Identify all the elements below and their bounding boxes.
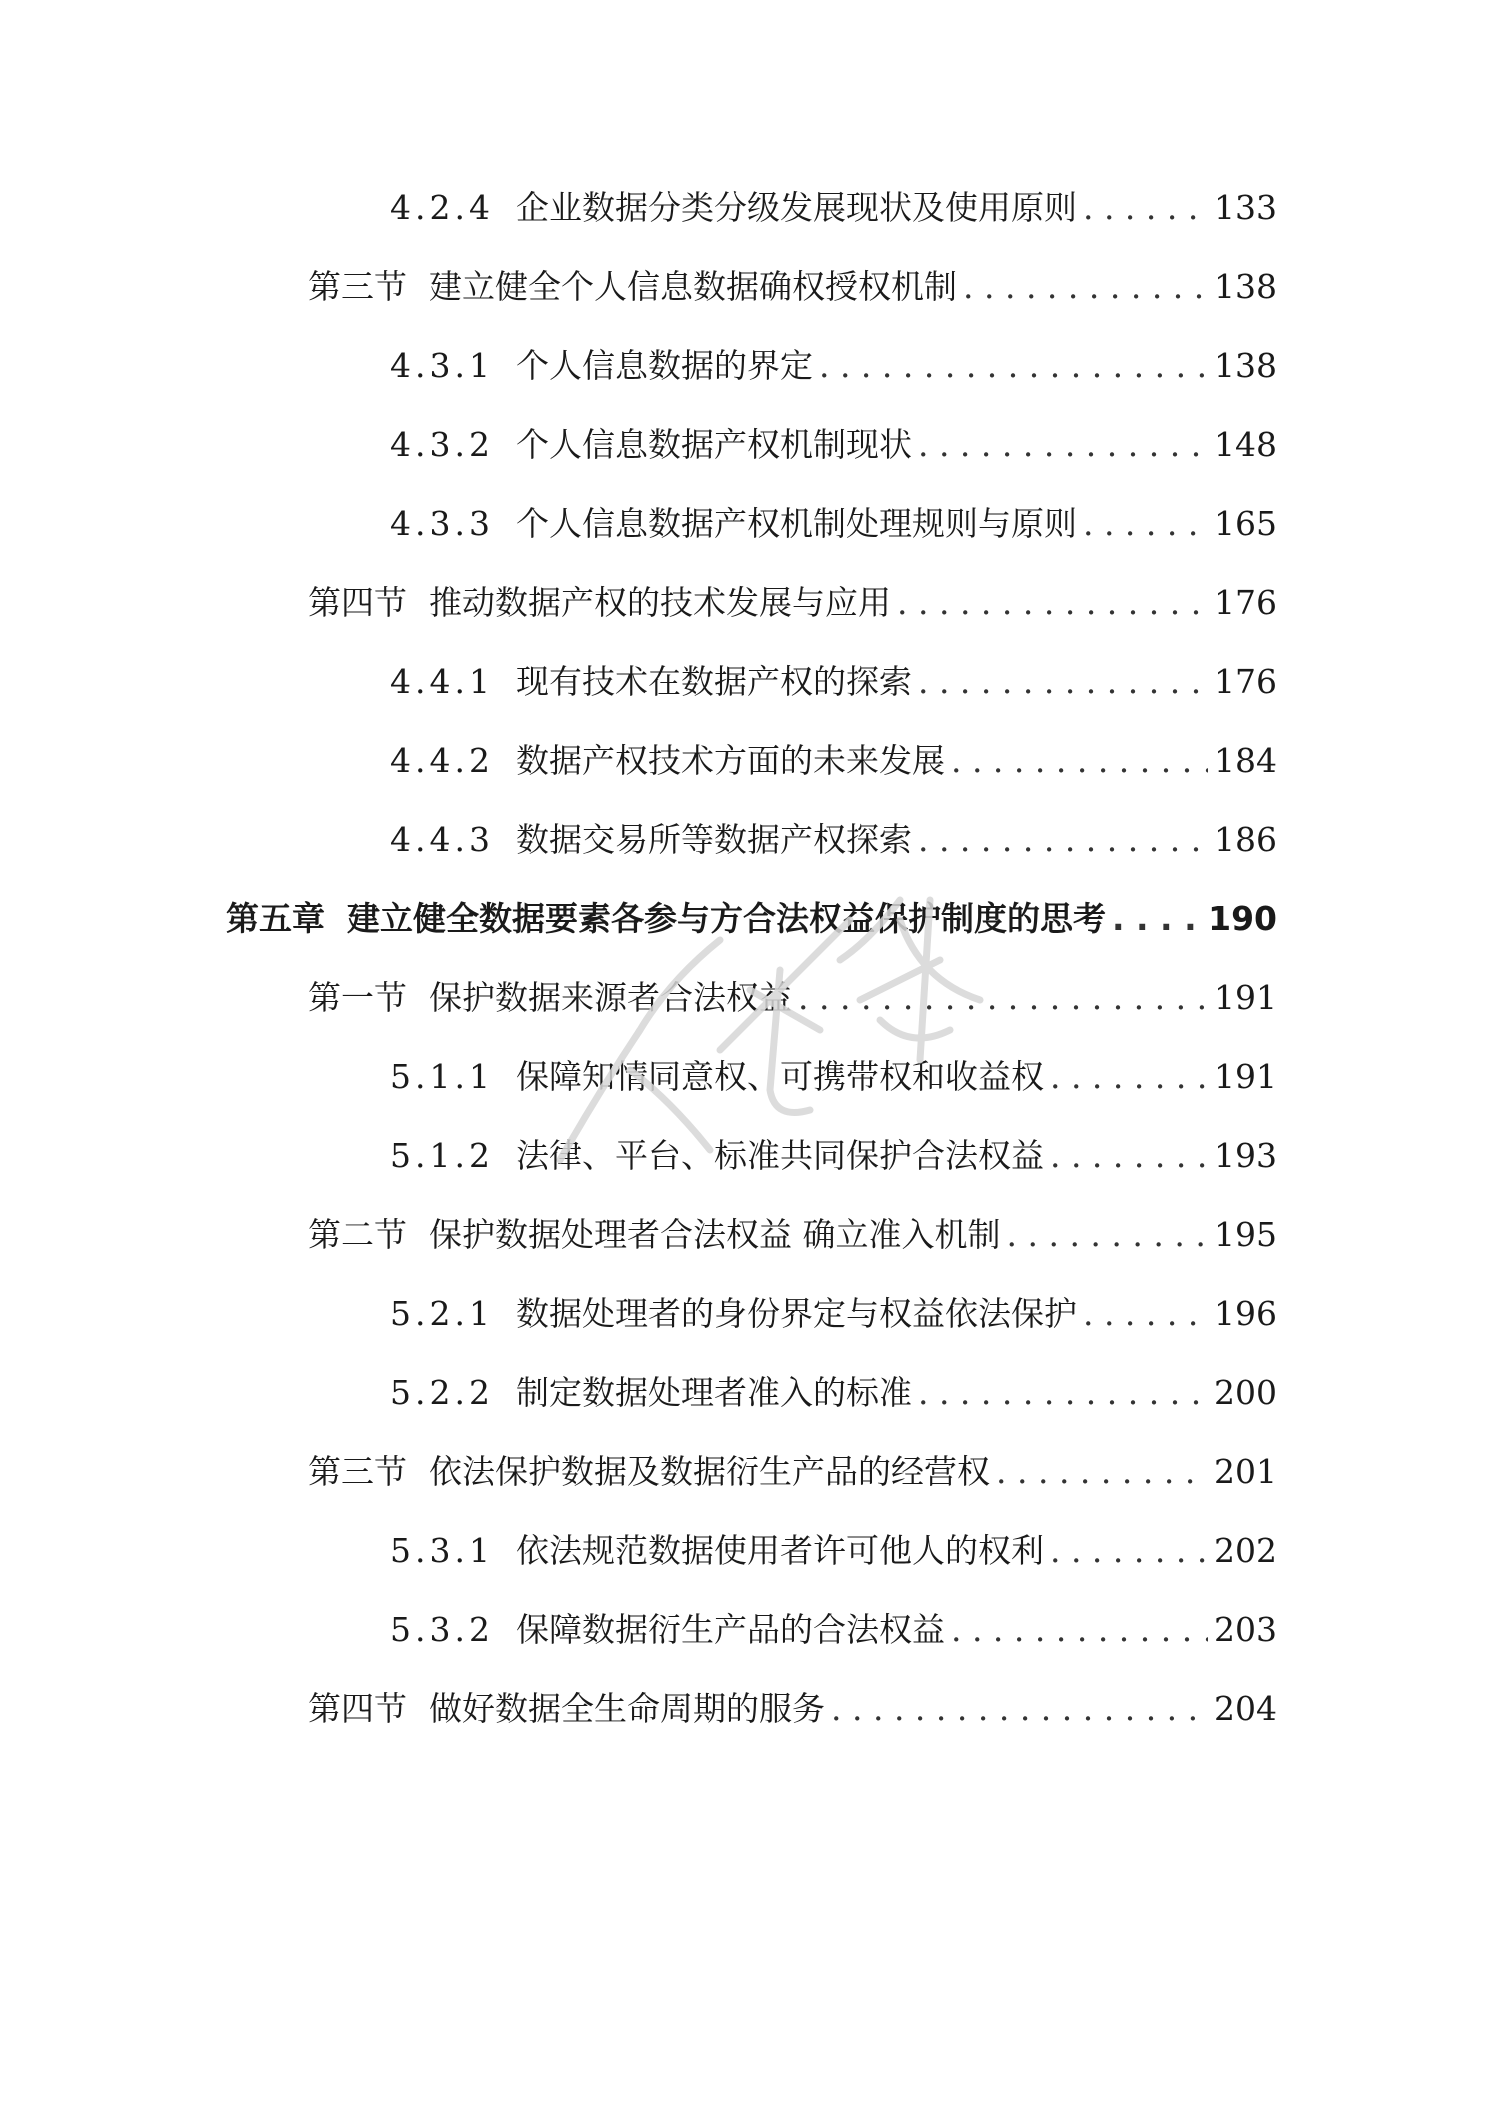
toc-entry-page: 138 <box>1214 346 1277 385</box>
toc-entry-title: 保障数据衍生产品的合法权益 <box>515 1610 945 1649</box>
toc-leader-dots <box>798 978 1208 1018</box>
toc-subsection-entry[interactable] <box>0 1294 1500 1373</box>
toc-leader-dots <box>831 1689 1208 1729</box>
toc-section-entry[interactable] <box>0 978 1500 1057</box>
toc-subsection-entry[interactable] <box>0 1136 1500 1215</box>
toc-entry-page: 133 <box>1214 188 1277 227</box>
toc-entry-page: 176 <box>1214 662 1277 701</box>
toc-section-entry[interactable] <box>0 267 1500 346</box>
toc-leader-dots <box>951 741 1208 781</box>
toc-entry-number: 4.3.1 <box>390 346 494 385</box>
toc-entry-page: 204 <box>1214 1689 1277 1728</box>
toc-leader-dots <box>1050 1136 1208 1176</box>
toc-subsection-entry[interactable] <box>0 1531 1500 1610</box>
toc-leader-dots <box>918 425 1208 465</box>
toc-entry-number: 4.4.2 <box>390 741 494 780</box>
toc-leader-dots <box>1050 1531 1208 1571</box>
toc-subsection-entry[interactable] <box>0 1057 1500 1136</box>
toc-entry-title: 做好数据全生命周期的服务 <box>429 1689 825 1728</box>
toc-entry-number: 4.2.4 <box>390 188 494 227</box>
toc-entry-page: 191 <box>1214 1057 1277 1096</box>
toc-entry-title: 企业数据分类分级发展现状及使用原则 <box>515 188 1077 227</box>
toc-entry-title: 建立健全个人信息数据确权授权机制 <box>429 267 957 306</box>
toc-entry-number: 4.3.2 <box>390 425 494 464</box>
toc-entry-page: 201 <box>1214 1452 1277 1491</box>
toc-subsection-entry[interactable] <box>0 820 1500 899</box>
table-of-contents <box>0 188 1500 1768</box>
toc-entry-page: 165 <box>1214 504 1277 543</box>
toc-entry-number: 4.4.3 <box>390 820 494 859</box>
toc-entry-title: 依法规范数据使用者许可他人的权利 <box>515 1531 1044 1570</box>
toc-entry-number: 5.3.2 <box>390 1610 494 1649</box>
toc-entry-title: 数据产权技术方面的未来发展 <box>515 741 945 780</box>
toc-entry-number: 第二节 <box>308 1215 407 1254</box>
toc-entry-number: 第三节 <box>308 1452 407 1491</box>
toc-entry-number: 4.4.1 <box>390 662 494 701</box>
toc-entry-title: 个人信息数据产权机制现状 <box>515 425 912 464</box>
toc-entry-title: 保障知情同意权、可携带权和收益权 <box>515 1057 1044 1096</box>
toc-entry-title: 制定数据处理者准入的标准 <box>515 1373 912 1412</box>
toc-leader-dots <box>819 346 1208 386</box>
toc-entry-number: 第四节 <box>308 583 407 622</box>
toc-subsection-entry[interactable] <box>0 425 1500 504</box>
toc-leader-dots <box>1112 899 1202 939</box>
toc-subsection-entry[interactable] <box>0 504 1500 583</box>
toc-entry-number: 第四节 <box>308 1689 407 1728</box>
toc-entry-title: 现有技术在数据产权的探索 <box>515 662 912 701</box>
toc-leader-dots <box>1007 1215 1209 1255</box>
toc-entry-page: 200 <box>1214 1373 1277 1412</box>
toc-entry-title: 保护数据处理者合法权益 确立准入机制 <box>429 1215 1001 1254</box>
toc-entry-title: 个人信息数据的界定 <box>515 346 813 385</box>
toc-subsection-entry[interactable] <box>0 741 1500 820</box>
toc-entry-page: 148 <box>1214 425 1277 464</box>
toc-leader-dots <box>918 820 1208 860</box>
toc-leader-dots <box>897 583 1208 623</box>
toc-entry-page: 195 <box>1214 1215 1277 1254</box>
toc-leader-dots <box>918 662 1208 702</box>
toc-entry-page: 203 <box>1214 1610 1277 1649</box>
toc-section-entry[interactable] <box>0 583 1500 662</box>
toc-leader-dots <box>1083 188 1208 228</box>
toc-entry-page: 191 <box>1214 978 1277 1017</box>
toc-subsection-entry[interactable] <box>0 346 1500 425</box>
toc-entry-title: 建立健全数据要素各参与方合法权益保护制度的思考 <box>347 899 1106 938</box>
toc-subsection-entry[interactable] <box>0 188 1500 267</box>
toc-entry-number: 5.1.1 <box>390 1057 494 1096</box>
toc-entry-page: 186 <box>1214 820 1277 859</box>
toc-entry-number: 第一节 <box>308 978 407 1017</box>
toc-entry-number: 第三节 <box>308 267 407 306</box>
toc-leader-dots <box>1083 504 1208 544</box>
toc-entry-title: 保护数据来源者合法权益 <box>429 978 792 1017</box>
toc-section-entry[interactable] <box>0 1452 1500 1531</box>
toc-leader-dots <box>1050 1057 1208 1097</box>
toc-entry-number: 5.2.1 <box>390 1294 494 1333</box>
toc-leader-dots <box>951 1610 1208 1650</box>
toc-entry-number: 5.2.2 <box>390 1373 494 1412</box>
toc-entry-number: 4.3.3 <box>390 504 494 543</box>
toc-entry-page: 184 <box>1214 741 1277 780</box>
toc-entry-page: 193 <box>1214 1136 1277 1175</box>
toc-entry-page: 196 <box>1214 1294 1277 1333</box>
toc-entry-page: 176 <box>1214 583 1277 622</box>
toc-entry-title: 依法保护数据及数据衍生产品的经营权 <box>429 1452 990 1491</box>
toc-entry-title: 数据交易所等数据产权探索 <box>515 820 912 859</box>
toc-leader-dots <box>996 1452 1208 1492</box>
toc-subsection-entry[interactable] <box>0 1610 1500 1689</box>
toc-entry-page: 138 <box>1214 267 1277 306</box>
toc-section-entry[interactable] <box>0 1215 1500 1294</box>
toc-entry-page: 190 <box>1208 899 1277 938</box>
toc-entry-number: 5.1.2 <box>390 1136 494 1175</box>
toc-entry-title: 推动数据产权的技术发展与应用 <box>429 583 891 622</box>
toc-leader-dots <box>963 267 1208 307</box>
toc-entry-title: 个人信息数据产权机制处理规则与原则 <box>515 504 1077 543</box>
toc-subsection-entry[interactable] <box>0 662 1500 741</box>
toc-entry-page: 202 <box>1214 1531 1277 1570</box>
toc-section-entry[interactable] <box>0 1689 1500 1768</box>
toc-entry-title: 数据处理者的身份界定与权益依法保护 <box>515 1294 1077 1333</box>
toc-leader-dots <box>918 1373 1208 1413</box>
toc-entry-number: 5.3.1 <box>390 1531 494 1570</box>
toc-entry-title: 法律、平台、标准共同保护合法权益 <box>515 1136 1044 1175</box>
toc-leader-dots <box>1083 1294 1208 1334</box>
toc-entry-number: 第五章 <box>226 899 325 938</box>
toc-subsection-entry[interactable] <box>0 1373 1500 1452</box>
toc-chapter-entry[interactable] <box>0 899 1500 978</box>
